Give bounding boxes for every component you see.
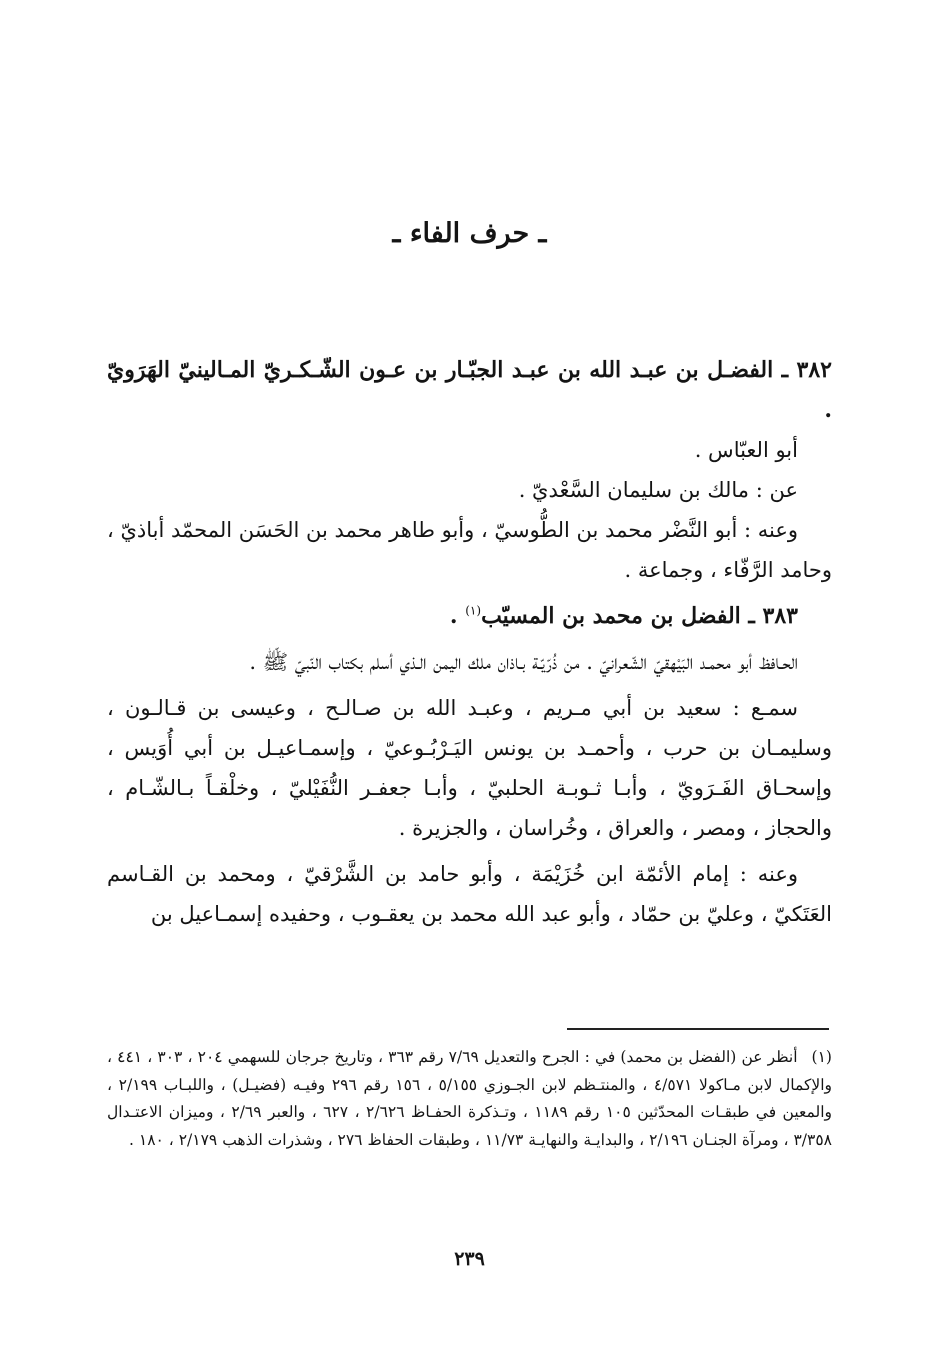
entry-line: وعنه : إمام الأئمّة ابن خُزَيْمَة ، وأبو حامد بن الشَّرْقيّ ، ومحمد بن القـاسم العَتَكيّ ، وعليّ بن حمّاد ، وأبو عبد الله محمد بن يعقـوب ، وحفيده إسمـاعيل بن — [107, 862, 832, 926]
entry-heading-text: ٣٨٣ ـ الفضل بن محمد بن المسيّب — [481, 603, 798, 629]
footnotes — [107, 1044, 832, 1154]
footnote-divider — [567, 1028, 829, 1030]
page-number: ٢٣٩ — [454, 1248, 485, 1270]
footnote-text: أنظر عن (الفضل بن محمد) في : الجرح والتعديل ٧/٦٩ رقم ٣٦٣ ، وتاريخ جرجان للسهمي ٢٠٤ ، ٣٠٣ ، ٤٤١ ، والإكمال لابن مـاكولا ٤/٥٧١ ، والمنتـظم لابن الجـوزي ٥/١٥٥ ، ١٥٦ رقم ٢٩٦ وفيـه (فضيـل) ، واللبـاب ٢/١٩٩ ، والمعين في طبقـات المحدّثين ١٠٥ رقم ١١٨٩ ، وتـذكرة الحفـاظ ٢/٦٢٦ ، ٦٢٧ ، والعبر ٢/٦٩ ، وميزان الاعتـدال ٣/٣٥٨ ، ومرآة الجنـان ٢/١٩٦ ، والبدايـة والنهايـة ١١/٧٣ ، وطبقات الحفاظ ٢٧٦ ، وشذرات الذهب ٢/١٧٩ ، ١٨٠ . — [107, 1048, 832, 1149]
entry-line: عن : مالك بن سليمان السَّعْديّ . — [518, 478, 798, 502]
entry-line: أبو العبّاس . — [694, 438, 798, 462]
entry-heading: ٣٨٢ ـ الفضـل بن عبـد الله بن عبـد الجبّـار بن عـون الشّـكـريّ المـالينيّ الهَرَويّ . — [107, 357, 832, 423]
footnote-marker: (١) — [811, 1048, 832, 1066]
entry-line: الحـافظ أبو محمـد البَيْهقيّ الشّعرانيّ . من ذُرّيّـة بـاذان ملك اليمن الـذي أسلم بكتاب النّبيّ ﷺ . — [249, 650, 798, 674]
chapter-title: ـ حرف الفاء ـ — [392, 218, 547, 249]
main-text — [107, 350, 832, 934]
entry-heading-end: . — [449, 603, 466, 629]
footnote — [107, 1044, 832, 1154]
entry-line: وعنه : أبو النَّضْر محمد بن الطُّوسيّ ، وأبو طاهر محمد بن الحَسَن المحمّد أباذيّ ، وحامد الرَّفّاء ، وجماعة . — [107, 518, 832, 582]
footnote-reference[interactable]: (١) — [465, 603, 482, 618]
entry-heading — [107, 596, 832, 636]
entry-line: سمـع : سعيد بن أبي مـريم ، وعبـد الله بن صـالـح ، وعيسى بن قـالـون ، وسليمـان بن حرب ، وأحمـد بن يونس اليَـرْبُـوعيّ ، وإسمـاعيـل بن أبي أُوَيس ، وإسحـاق الفَـرَويّ ، وأبـا ثـوبـة الحلبيّ ، وأبـا جعفـر النُّفَيْليّ ، وخلْقـاً بـالشّـام ، والحجاز ، ومصر ، والعراق ، وخُراسان ، والجزيرة . — [107, 696, 832, 840]
